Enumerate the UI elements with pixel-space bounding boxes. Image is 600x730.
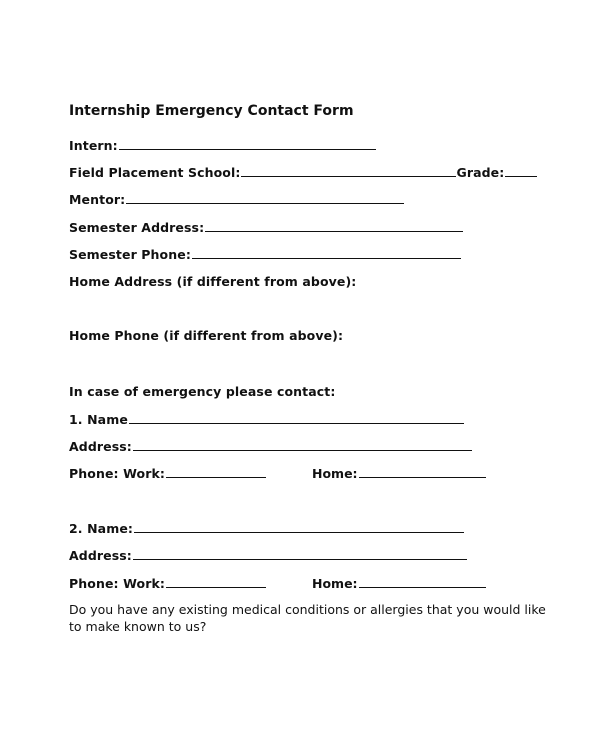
contact1-name-label: 1. Name bbox=[69, 412, 128, 427]
contact1-address-row bbox=[69, 438, 472, 454]
contact2-address-field[interactable] bbox=[133, 547, 467, 560]
intern-row bbox=[69, 137, 376, 153]
school-field[interactable] bbox=[241, 164, 456, 177]
medical-question: Do you have any existing medical conditions or allergies that you would like to make known to us? bbox=[69, 602, 546, 634]
semester-address-row bbox=[69, 219, 463, 235]
home-address-label: Home Address (if different from above): bbox=[69, 274, 357, 289]
contact1-home-phone-row bbox=[312, 465, 486, 481]
grade-field[interactable] bbox=[505, 164, 537, 177]
contact1-home-label: Home: bbox=[312, 466, 358, 481]
home-address-row bbox=[69, 274, 356, 289]
semester-address-field[interactable] bbox=[205, 219, 463, 232]
home-phone-label: Home Phone (if different from above): bbox=[69, 328, 344, 343]
mentor-row bbox=[69, 191, 404, 207]
mentor-field[interactable] bbox=[126, 191, 404, 204]
intern-field[interactable] bbox=[119, 137, 376, 150]
contact2-home-field[interactable] bbox=[359, 575, 486, 588]
contact2-work-label: Phone: Work: bbox=[69, 576, 165, 591]
contact2-address-label: Address: bbox=[69, 548, 132, 563]
form-title: Internship Emergency Contact Form bbox=[69, 103, 354, 119]
contact2-name-field[interactable] bbox=[134, 520, 464, 533]
contact1-work-phone-row bbox=[69, 465, 266, 481]
contact1-home-field[interactable] bbox=[359, 465, 486, 478]
mentor-label: Mentor: bbox=[69, 192, 126, 207]
semester-phone-field[interactable] bbox=[192, 246, 461, 259]
semester-address-label: Semester Address: bbox=[69, 220, 205, 235]
intern-label: Intern: bbox=[69, 138, 118, 153]
semester-phone-label: Semester Phone: bbox=[69, 247, 191, 262]
contact1-name-row bbox=[69, 411, 464, 427]
contact1-work-field[interactable] bbox=[166, 465, 266, 478]
contact1-address-label: Address: bbox=[69, 439, 132, 454]
school-label: Field Placement School: bbox=[69, 165, 241, 180]
school-row bbox=[69, 164, 537, 180]
contact2-name-row bbox=[69, 520, 464, 536]
contact2-name-label: 2. Name: bbox=[69, 521, 133, 536]
contact1-name-field[interactable] bbox=[129, 411, 464, 424]
contact1-address-field[interactable] bbox=[133, 438, 472, 451]
emergency-heading: In case of emergency please contact: bbox=[69, 384, 336, 399]
contact2-address-row bbox=[69, 547, 467, 563]
contact2-home-phone-row bbox=[312, 575, 486, 591]
contact2-home-label: Home: bbox=[312, 576, 358, 591]
contact2-work-phone-row bbox=[69, 575, 266, 591]
home-phone-row bbox=[69, 328, 343, 343]
semester-phone-row bbox=[69, 246, 461, 262]
grade-label: Grade: bbox=[456, 165, 505, 180]
contact1-work-label: Phone: Work: bbox=[69, 466, 165, 481]
contact2-work-field[interactable] bbox=[166, 575, 266, 588]
